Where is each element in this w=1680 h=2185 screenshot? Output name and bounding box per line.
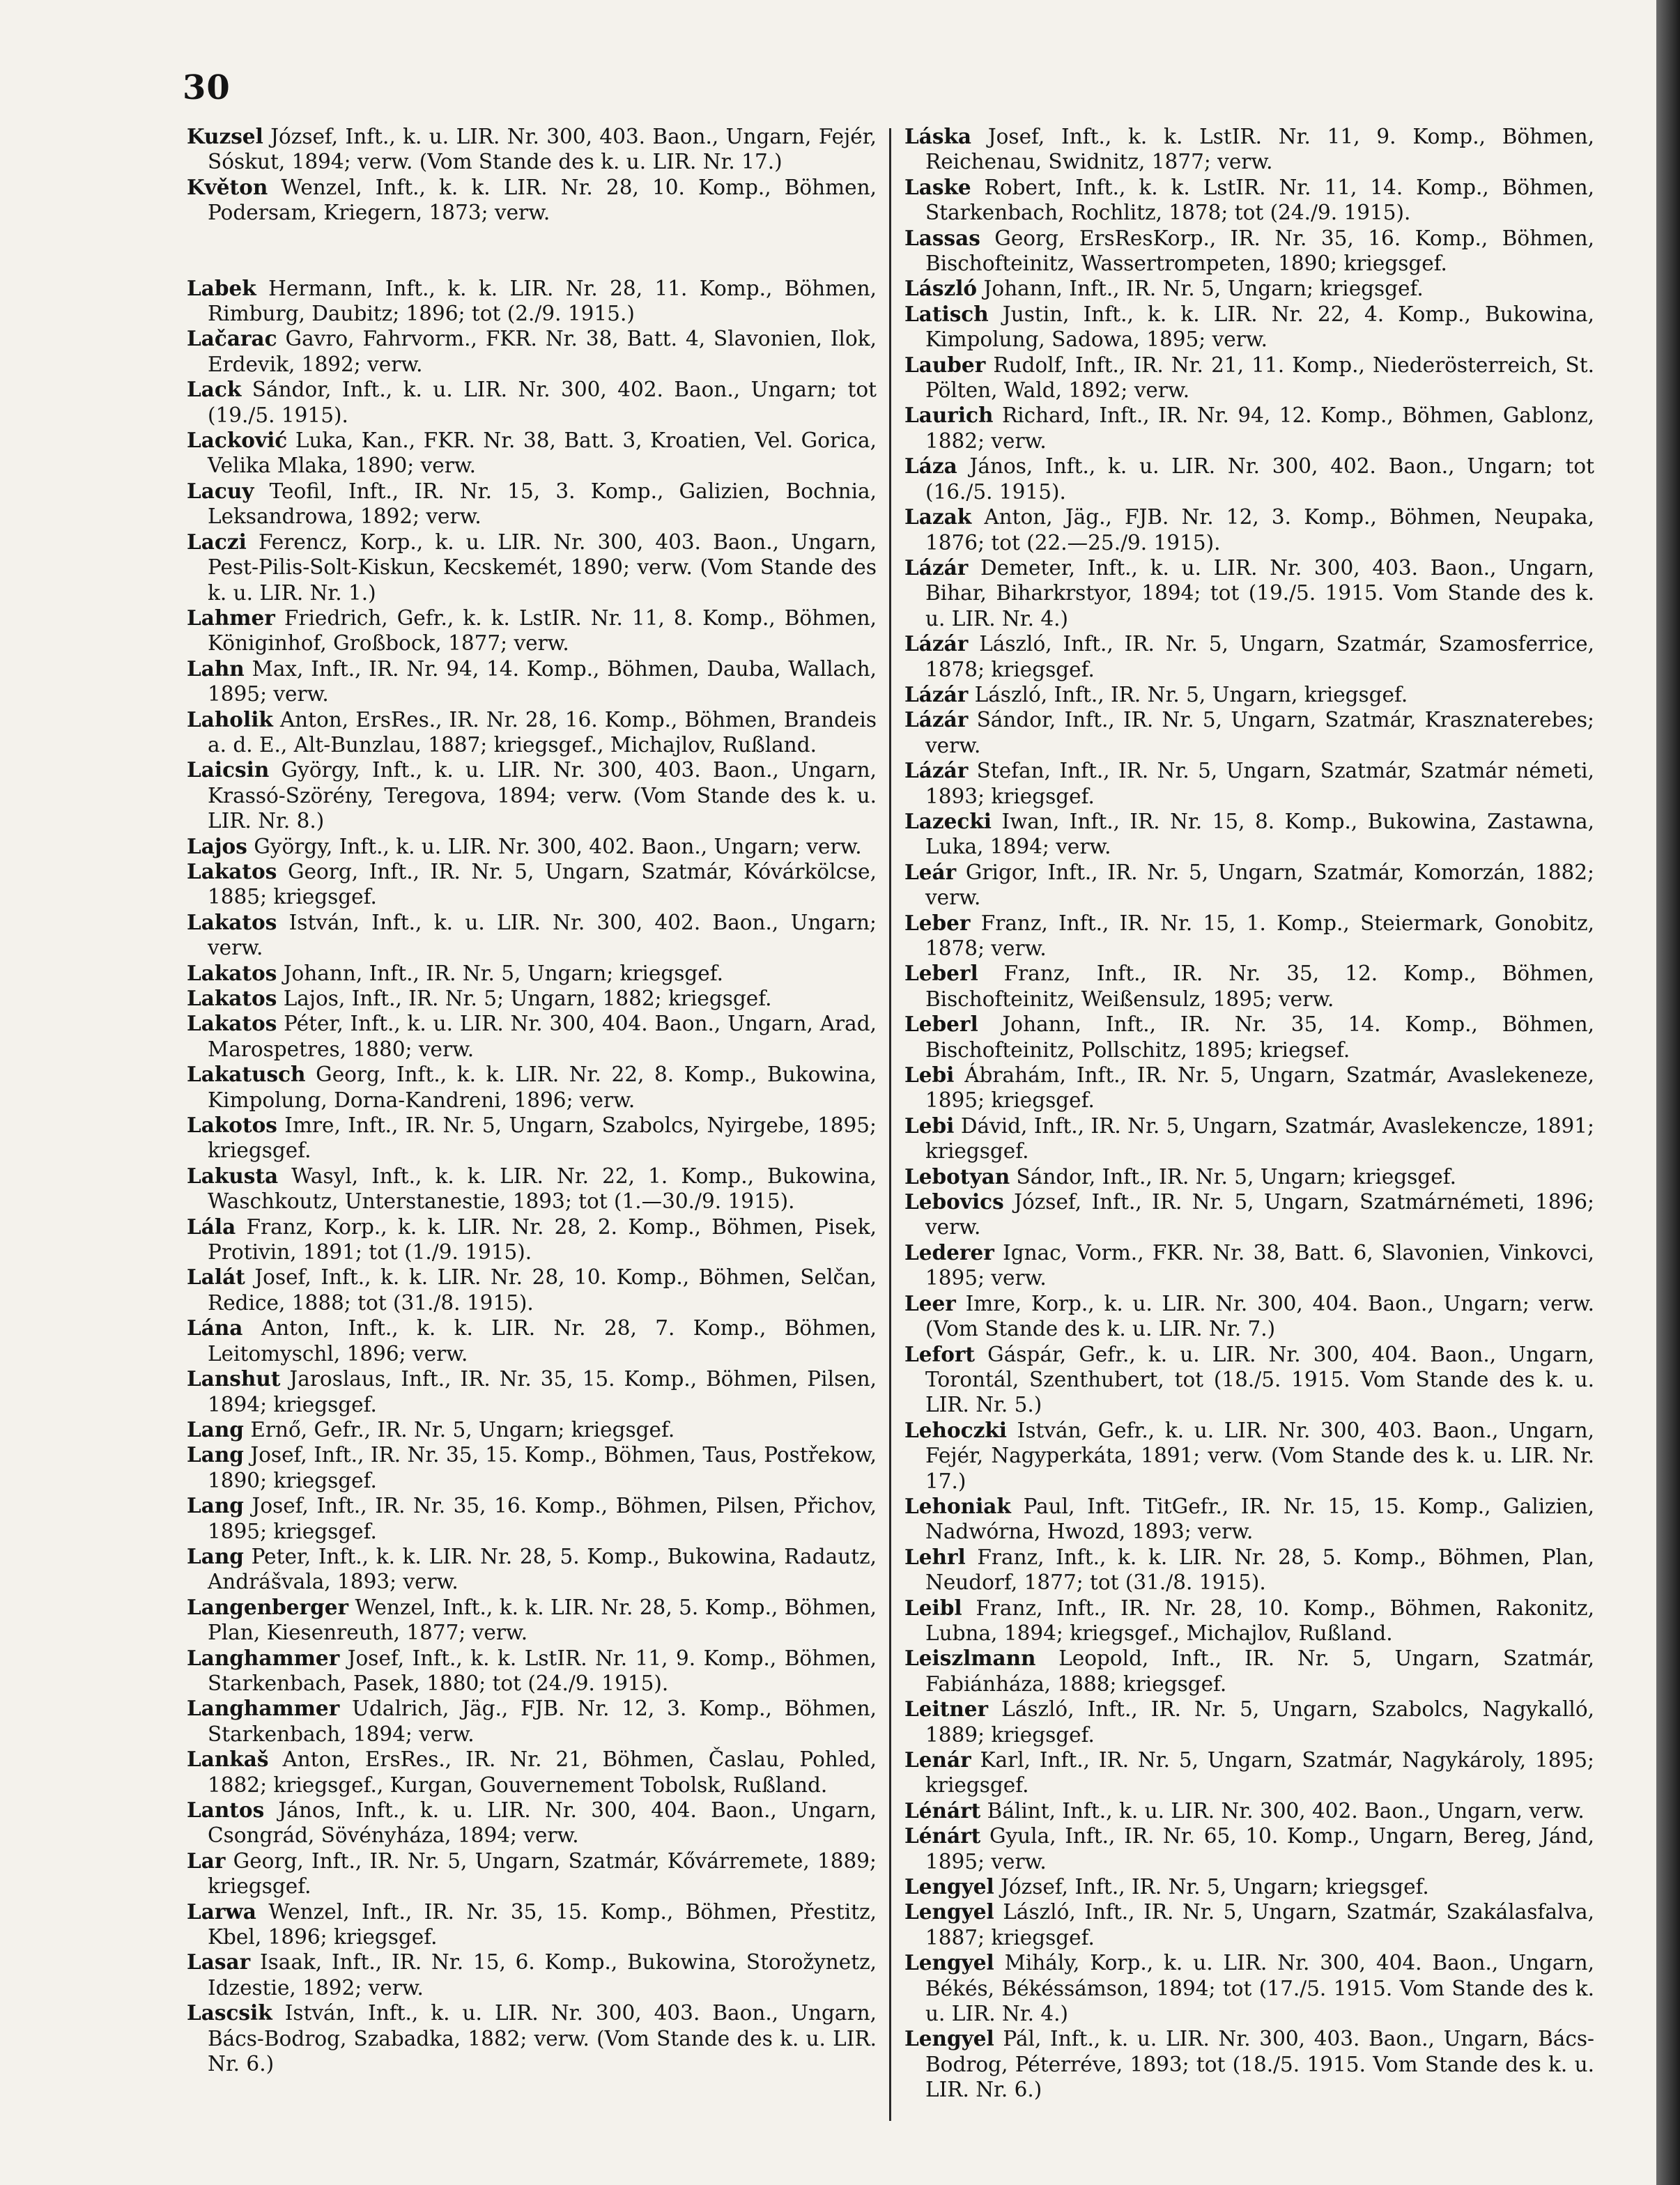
entry-details: György, Inft., k. u. LIR. Nr. 300, 403. Baon., Ungarn, Krassó-Szörény, Teregova, 1894; verw. (Vom Stande des k. u. LIR. Nr. 8.) [208, 758, 877, 833]
entry-surname: Leer [904, 1290, 956, 1315]
register-entry [904, 1874, 1594, 1899]
entry-surname: Lebovics [904, 1189, 1004, 1214]
entry-surname: Lassas [904, 225, 980, 250]
entry-surname: Lengyel [904, 1874, 994, 1899]
entry-details: István, Inft., k. u. LIR. Nr. 300, 403. Baon., Ungarn, Bács-Bodrog, Szabadka, 1882; verw. (Vom Stande des k. u. LIR. Nr. 6.) [208, 2001, 877, 2076]
register-entry [187, 910, 877, 961]
register-entry [904, 353, 1594, 403]
register-entry [904, 860, 1594, 911]
entry-surname: Lankaš [187, 1747, 269, 1772]
register-entry [187, 1265, 877, 1315]
entry-surname: Lázár [904, 681, 969, 707]
register-entry [187, 1164, 877, 1214]
register-entry [187, 1949, 877, 2000]
register-entry [904, 758, 1594, 809]
entry-surname: Lebi [904, 1113, 955, 1138]
register-entry [904, 276, 1594, 301]
entry-details: Isaak, Inft., IR. Nr. 15, 6. Komp., Bukowina, Storožynetz, Idzestie, 1892; verw. [208, 1950, 877, 2000]
entry-details: Franz, Inft., IR. Nr. 28, 10. Komp., Böhmen, Rakonitz, Lubna, 1894; kriegsgef., Michajlov, Rußland. [925, 1596, 1594, 1645]
section-gap [187, 226, 877, 276]
register-entry [187, 1315, 877, 1366]
entry-surname: Laicsin [187, 757, 270, 782]
register-entry [187, 1544, 877, 1595]
entry-details: Gáspár, Gefr., k. u. LIR. Nr. 300, 404. Baon., Ungarn, Torontál, Szenthubert, tot (18./5. 1915. Vom Stande des k. u. LIR. Nr. 5.) [925, 1342, 1594, 1417]
register-entry [904, 809, 1594, 860]
entry-surname: Lefort [904, 1341, 976, 1366]
entry-surname: Lénárt [904, 1798, 981, 1823]
entry-surname: Laske [904, 174, 971, 199]
entry-surname: Lakotos [187, 1113, 277, 1138]
register-entry [187, 1442, 877, 1493]
entry-details: György, Inft., k. u. LIR. Nr. 300, 402. Baon., Ungarn; verw. [254, 834, 862, 858]
entry-details: Justin, Inft., k. k. LIR. Nr. 22, 4. Komp., Bukowina, Kimpolung, Sadowa, 1895; verw. [925, 302, 1594, 352]
register-entry [904, 1189, 1594, 1240]
entry-surname: Lang [187, 1543, 244, 1568]
entry-details: László, Inft., IR. Nr. 5, Ungarn, Szatmár, Szakálasfalva, 1887; kriegsgef. [925, 1900, 1594, 1949]
register-entry [187, 1848, 877, 1899]
register-entry [904, 1240, 1594, 1291]
entry-surname: Lalát [187, 1265, 245, 1290]
entry-surname: Lázár [904, 758, 969, 783]
entry-surname: Lehoniak [904, 1493, 1011, 1518]
register-entry [187, 175, 877, 226]
register-entry [187, 326, 877, 377]
entry-surname: Leitner [904, 1697, 989, 1722]
register-entry [187, 1899, 877, 1950]
entry-details: József, Inft., IR. Nr. 5, Ungarn; kriegsgef. [1001, 1875, 1429, 1899]
register-entry [187, 428, 877, 479]
register-entry [904, 1545, 1594, 1596]
entry-details: Ferencz, Korp., k. u. LIR. Nr. 300, 403. Baon., Ungarn, Pest-Pilis-Solt-Kiskun, Kecskemét, 1890; verw. (Vom Stande des k. u. LIR. Nr. 1.) [208, 530, 877, 605]
entry-surname: Lázár [904, 707, 969, 732]
entry-details: Josef, Inft., IR. Nr. 35, 15. Komp., Böhmen, Taus, Postřekow, 1890; kriegsgef. [208, 1443, 877, 1492]
entry-surname: Lenár [904, 1747, 971, 1772]
register-entry [904, 454, 1594, 504]
entry-surname: Lar [187, 1848, 226, 1873]
entry-surname: Lakatos [187, 1011, 277, 1036]
register-entry [904, 1494, 1594, 1545]
entry-surname: Lacuy [187, 478, 254, 503]
entry-surname: Langhammer [187, 1645, 340, 1670]
entry-surname: Latisch [904, 301, 989, 326]
register-entry [904, 1697, 1594, 1747]
entry-surname: Leibl [904, 1595, 962, 1620]
entry-details: Johann, Inft., IR. Nr. 5, Ungarn; kriegsgef. [283, 961, 724, 985]
entry-surname: Lengyel [904, 1950, 994, 1975]
register-entry [187, 1798, 877, 1848]
entry-details: Friedrich, Gefr., k. k. LstIR. Nr. 11, 8. Komp., Böhmen, Königinhof, Großbock, 1877; verw. [208, 605, 877, 656]
entry-details: Stefan, Inft., IR. Nr. 5, Ungarn, Szatmár, Szatmár németi, 1893; kriegsgef. [925, 759, 1594, 808]
entry-surname: Labek [187, 275, 256, 300]
entry-details: Georg, Inft., IR. Nr. 5, Ungarn, Szatmár, Kóvárkölcse, 1885; kriegsgef. [208, 859, 877, 909]
register-entry [904, 226, 1594, 277]
entry-details: Johann, Inft., IR. Nr. 35, 14. Komp., Böhmen, Bischofteinitz, Pollschitz, 1895; kriegsef. [925, 1012, 1594, 1062]
entry-surname: Lehrl [904, 1544, 966, 1569]
entry-details: Demeter, Inft., k. u. LIR. Nr. 300, 403. Baon., Ungarn, Bihar, Biharkrstyor, 1894; tot (19./5. 1915. Vom Stande des k. u. LIR. Nr. 4.) [925, 555, 1594, 631]
register-entry [904, 1291, 1594, 1342]
register-entry [904, 1747, 1594, 1798]
entry-surname: Lakatos [187, 986, 277, 1010]
register-entry [904, 682, 1594, 707]
entry-surname: Lengyel [904, 1899, 994, 1924]
entry-details: Josef, Inft., k. k. LstIR. Nr. 11, 9. Komp., Böhmen, Reichenau, Swidnitz, 1877; verw. [925, 125, 1594, 174]
entry-details: Max, Inft., IR. Nr. 94, 14. Komp., Böhmen, Dauba, Wallach, 1895; verw. [208, 656, 877, 707]
register-entry [904, 302, 1594, 353]
entry-surname: Lazak [904, 504, 972, 530]
register-entry [904, 631, 1594, 682]
entry-details: László, Inft., IR. Nr. 5, Ungarn, kriegsgef. [974, 682, 1408, 707]
entry-details: Teofil, Inft., IR. Nr. 15, 3. Komp., Galizien, Bochnia, Leksandrowa, 1892; verw. [208, 479, 877, 529]
register-entry [904, 403, 1594, 454]
entry-surname: Lantos [187, 1798, 265, 1822]
register-entry [904, 124, 1594, 175]
entry-details: Anton, ErsRes., IR. Nr. 28, 16. Komp., Böhmen, Brandeis a. d. E., Alt-Bunzlau, 1887; kriegsgef., Michajlov, Rußland. [208, 707, 877, 757]
entry-surname: Lang [187, 1442, 244, 1467]
entry-details: Paul, Inft. TitGefr., IR. Nr. 15, 15. Komp., Galizien, Nadwórna, Hwozd, 1893; verw. [925, 1494, 1594, 1544]
entry-surname: Langenberger [187, 1594, 349, 1619]
entry-details: Ignac, Vorm., FKR. Nr. 38, Batt. 6, Slavonien, Vinkovci, 1895; verw. [925, 1240, 1594, 1290]
register-entry [187, 834, 877, 859]
entry-surname: Lála [187, 1214, 236, 1239]
entry-details: Ábrahám, Inft., IR. Nr. 5, Ungarn, Szatmár, Avaslekeneze, 1895; kriegsgef. [925, 1063, 1594, 1113]
entry-surname: Laczi [187, 529, 247, 554]
register-entry [187, 1493, 877, 1544]
entry-surname: Lauber [904, 352, 986, 377]
entry-details: Wenzel, Inft., k. k. LIR. Nr. 28, 5. Komp., Böhmen, Plan, Kiesenreuth, 1877; verw. [208, 1595, 877, 1645]
register-entry [187, 1696, 877, 1747]
entry-surname: Květon [187, 174, 268, 199]
register-entry [187, 1113, 877, 1164]
register-entry [904, 1342, 1594, 1418]
entry-details: Imre, Inft., IR. Nr. 5, Ungarn, Szabolcs, Nyirgebe, 1895; kriegsgef. [208, 1113, 877, 1163]
entry-details: Johann, Inft., IR. Nr. 5, Ungarn; kriegsgef. [983, 277, 1424, 301]
entry-surname: Leberl [904, 1012, 978, 1037]
entry-details: Luka, Kan., FKR. Nr. 38, Batt. 3, Kroatien, Vel. Gorica, Velika Mlaka, 1890; verw. [208, 428, 877, 478]
entry-details: Grigor, Inft., IR. Nr. 5, Ungarn, Szatmár, Komorzán, 1882; verw. [925, 860, 1594, 910]
entry-details: Georg, ErsResKorp., IR. Nr. 35, 16. Komp., Böhmen, Bischofteinitz, Wassertrompeten, 1890; kriegsgef. [925, 226, 1594, 276]
entry-surname: Lénárt [904, 1823, 981, 1848]
register-entry [187, 276, 877, 327]
entry-surname: Lázár [904, 555, 969, 580]
entry-details: Wenzel, Inft., k. k. LIR. Nr. 28, 10. Komp., Böhmen, Podersam, Kriegern, 1873; verw. [208, 175, 877, 225]
entry-surname: Lack [187, 377, 242, 402]
entry-details: Wasyl, Inft., k. k. LIR. Nr. 22, 1. Komp., Bukowina, Waschkoutz, Unterstanestie, 1893; tot (1.—30./9. 1915). [208, 1164, 877, 1214]
entry-surname: Lakatos [187, 960, 277, 985]
register-entry [904, 1798, 1594, 1823]
entry-details: Mihály, Korp., k. u. LIR. Nr. 300, 404. Baon., Ungarn, Békés, Békéssámson, 1894; tot (17./5. 1915. Vom Stande des k. u. LIR. Nr. 4.) [925, 1951, 1594, 2026]
entry-details: Josef, Inft., IR. Nr. 35, 16. Komp., Böhmen, Pilsen, Přichov, 1895; kriegsgef. [208, 1494, 877, 1543]
entry-details: Sándor, Inft., IR. Nr. 5, Ungarn, Szatmár, Krasznaterebes; verw. [925, 708, 1594, 757]
entry-surname: Lazecki [904, 808, 992, 833]
register-entry [904, 961, 1594, 1012]
entry-surname: Lang [187, 1416, 244, 1442]
entry-surname: Lahmer [187, 605, 275, 630]
entry-surname: Lebotyan [904, 1164, 1010, 1189]
entry-details: Hermann, Inft., k. k. LIR. Nr. 28, 11. Komp., Böhmen, Rimburg, Daubitz; 1896; tot (2./9. 1915.) [208, 276, 877, 326]
entry-details: Franz, Inft., k. k. LIR. Nr. 28, 5. Komp., Böhmen, Plan, Neudorf, 1877; tot (31./8. 1915). [925, 1545, 1594, 1595]
entry-surname: Lajos [187, 833, 247, 858]
register-entry [187, 707, 877, 758]
entry-details: Pál, Inft., k. u. LIR. Nr. 300, 403. Baon., Ungarn, Bács-Bodrog, Péterréve, 1893; tot (18./5. 1915. Vom Stande des k. u. LIR. Nr. 6.) [925, 2027, 1594, 2102]
entry-details: Udalrich, Jäg., FJB. Nr. 12, 3. Komp., Böhmen, Starkenbach, 1894; verw. [208, 1697, 877, 1746]
entry-surname: Lang [187, 1493, 244, 1518]
entry-surname: Leár [904, 859, 957, 884]
entry-details: Richard, Inft., IR. Nr. 94, 12. Komp., Böhmen, Gablonz, 1882; verw. [925, 403, 1595, 453]
register-entry [904, 1899, 1594, 1950]
register-entry [187, 859, 877, 910]
entry-details: László, Inft., IR. Nr. 5, Ungarn, Szatmár, Szamosferrice, 1878; kriegsgef. [925, 632, 1594, 681]
entry-surname: Laurich [904, 403, 994, 428]
entry-surname: Lázár [904, 631, 969, 656]
entry-details: Josef, Inft., k. k. LstIR. Nr. 11, 9. Komp., Böhmen, Starkenbach, Pasek, 1880; tot (24./9. 1915). [208, 1646, 877, 1695]
right-column [904, 124, 1594, 2103]
register-entry [187, 961, 877, 986]
entry-details: Franz, Inft., IR. Nr. 15, 1. Komp., Steiermark, Gonobitz, 1878; verw. [925, 911, 1594, 960]
register-entry [904, 1063, 1594, 1113]
entry-surname: Laholik [187, 707, 273, 732]
page-number: 30 [183, 68, 231, 107]
column-divider [889, 128, 891, 2121]
entry-surname: Leiszlmann [904, 1646, 1036, 1671]
entry-surname: Langhammer [187, 1696, 340, 1721]
register-entry [187, 986, 877, 1011]
register-entry [904, 1012, 1594, 1063]
register-entry [187, 479, 877, 530]
entry-surname: Lascsik [187, 2000, 272, 2025]
register-entry [904, 1164, 1594, 1189]
entry-details: Josef, Inft., k. k. LIR. Nr. 28, 10. Komp., Böhmen, Selčan, Redice, 1888; tot (31./8. 1915). [208, 1265, 877, 1315]
entry-details: Iwan, Inft., IR. Nr. 15, 8. Komp., Bukowina, Zastawna, Luka, 1894; verw. [925, 809, 1594, 859]
entry-surname: Lačarac [187, 326, 277, 351]
entry-surname: Lanshut [187, 1366, 281, 1391]
scan-edge [1656, 0, 1680, 2185]
entry-surname: Lakatusch [187, 1062, 306, 1087]
entry-details: Robert, Inft., k. k. LstIR. Nr. 11, 14. Komp., Böhmen, Starkenbach, Rochlitz, 1878; tot (24./9. 1915). [925, 175, 1594, 225]
register-entry [904, 175, 1594, 226]
entry-surname: Lahn [187, 656, 245, 681]
entry-details: Peter, Inft., k. k. LIR. Nr. 28, 5. Komp., Bukowina, Radautz, Andrášvala, 1893; verw. [208, 1544, 877, 1594]
entry-details: Imre, Korp., k. u. LIR. Nr. 300, 404. Baon., Ungarn; verw. (Vom Stande des k. u. LIR. Nr. 7.) [925, 1291, 1594, 1341]
entry-surname: Lakatos [187, 858, 277, 883]
register-entry [187, 1595, 877, 1646]
entry-details: Sándor, Inft., IR. Nr. 5, Ungarn; kriegsgef. [1016, 1164, 1456, 1189]
entry-surname: Lederer [904, 1240, 994, 1265]
register-entry [187, 1062, 877, 1113]
entry-surname: Láza [904, 454, 957, 479]
entry-surname: Lengyel [904, 2026, 994, 2051]
register-entry [187, 124, 877, 175]
register-entry [904, 2026, 1594, 2102]
entry-details: István, Gefr., k. u. LIR. Nr. 300, 403. Baon., Ungarn, Fejér, Nagyperkáta, 1891; verw. (Vom Stande des k. u. LIR. Nr. 17.) [925, 1418, 1594, 1493]
register-entry [904, 1823, 1594, 1874]
entry-details: Wenzel, Inft., IR. Nr. 35, 15. Komp., Böhmen, Přestitz, Kbel, 1896; kriegsgef. [208, 1899, 877, 1949]
entry-details: Franz, Inft., IR. Nr. 35, 12. Komp., Böhmen, Bischofteinitz, Weißensulz, 1895; verw. [925, 962, 1594, 1011]
entry-surname: Lakusta [187, 1163, 279, 1188]
entry-details: Rudolf, Inft., IR. Nr. 21, 11. Komp., Niederösterreich, St. Pölten, Wald, 1892; verw. [925, 353, 1594, 403]
entry-details: Karl, Inft., IR. Nr. 5, Ungarn, Szatmár, Nagykároly, 1895; kriegsgef. [925, 1748, 1594, 1798]
register-entry [187, 1417, 877, 1442]
register-entry [187, 377, 877, 428]
register-entry [904, 1113, 1594, 1164]
entry-details: János, Inft., k. u. LIR. Nr. 300, 402. Baon., Ungarn; tot (16./5. 1915). [925, 454, 1594, 504]
entry-surname: Láska [904, 124, 972, 148]
register-entry [187, 605, 877, 656]
entry-details: Franz, Korp., k. k. LIR. Nr. 28, 2. Komp., Böhmen, Pisek, Protivin, 1891; tot (1./9. 1915). [208, 1214, 877, 1265]
entry-surname: Lehoczki [904, 1417, 1007, 1442]
register-entry [904, 504, 1594, 555]
entry-surname: Lasar [187, 1949, 251, 1975]
entry-surname: László [904, 276, 978, 301]
register-entry [187, 656, 877, 707]
entry-details: Lajos, Inft., IR. Nr. 5; Ungarn, 1882; kriegsgef. [283, 987, 772, 1010]
register-entry [187, 1214, 877, 1265]
entry-details: József, Inft., k. u. LIR. Nr. 300, 403. Baon., Ungarn, Fejér, Sóskut, 1894; verw. (Vom Stande des k. u. LIR. Nr. 17.) [208, 125, 877, 174]
register-entry [904, 1418, 1594, 1494]
register-entry [904, 1950, 1594, 2026]
entry-surname: Lána [187, 1315, 243, 1341]
entry-surname: Lebi [904, 1063, 955, 1088]
register-entry [187, 1747, 877, 1798]
register-entry [904, 1596, 1594, 1646]
register-entry [904, 707, 1594, 758]
entry-details: Péter, Inft., k. u. LIR. Nr. 300, 404. Baon., Ungarn, Arad, Marospetres, 1880; verw. [208, 1012, 877, 1061]
register-entry [187, 2000, 877, 2076]
entry-surname: Leber [904, 910, 971, 935]
register-entry [904, 1646, 1594, 1697]
entry-details: Georg, Inft., k. k. LIR. Nr. 22, 8. Komp., Bukowina, Kimpolung, Dorna-Kandreni, 1896; verw. [208, 1063, 877, 1112]
register-entry [904, 555, 1594, 631]
entry-details: István, Inft., k. u. LIR. Nr. 300, 402. Baon., Ungarn; verw. [208, 910, 877, 960]
register-entry [187, 530, 877, 605]
entry-details: János, Inft., k. u. LIR. Nr. 300, 404. Baon., Ungarn, Csongrád, Sövényháza, 1894; verw. [208, 1798, 877, 1848]
register-entry [187, 757, 877, 833]
entry-surname: Leberl [904, 961, 978, 986]
entry-details: Gavro, Fahrvorm., FKR. Nr. 38, Batt. 4, Slavonien, Ilok, Erdevik, 1892; verw. [208, 327, 877, 376]
register-entry [187, 1366, 877, 1417]
entry-details: László, Inft., IR. Nr. 5, Ungarn, Szabolcs, Nagykalló, 1889; kriegsgef. [925, 1697, 1594, 1747]
entry-details: Jaroslaus, Inft., IR. Nr. 35, 15. Komp., Böhmen, Pilsen, 1894; kriegsgef. [208, 1367, 877, 1416]
entry-details: Ernő, Gefr., IR. Nr. 5, Ungarn; kriegsgef. [250, 1417, 675, 1442]
entry-details: Leopold, Inft., IR. Nr. 5, Ungarn, Szatmár, Fabiánháza, 1888; kriegsgef. [925, 1646, 1594, 1696]
entry-details: Georg, Inft., IR. Nr. 5, Ungarn, Szatmár, Kővárremete, 1889; kriegsgef. [208, 1848, 877, 1899]
register-entry [187, 1646, 877, 1697]
entry-details: Sándor, Inft., k. u. LIR. Nr. 300, 402. Baon., Ungarn; tot (19./5. 1915). [208, 378, 877, 427]
left-column [187, 124, 877, 2076]
entry-surname: Lacković [187, 428, 288, 453]
entry-details: Anton, ErsRes., IR. Nr. 21, Böhmen, Časlau, Pohled, 1882; kriegsgef., Kurgan, Gouvernement Tobolsk, Rußland. [208, 1747, 877, 1797]
entry-details: Anton, Inft., k. k. LIR. Nr. 28, 7. Komp., Böhmen, Leitomyschl, 1896; verw. [208, 1316, 877, 1366]
entry-details: Bálint, Inft., k. u. LIR. Nr. 300, 402. Baon., Ungarn, verw. [987, 1798, 1585, 1823]
register-entry [904, 911, 1594, 962]
register-entry [187, 1011, 877, 1062]
entry-details: József, Inft., IR. Nr. 5, Ungarn, Szatmárnémeti, 1896; verw. [925, 1190, 1594, 1240]
entry-surname: Larwa [187, 1899, 256, 1924]
entry-details: Gyula, Inft., IR. Nr. 65, 10. Komp., Ungarn, Bereg, Jánd, 1895; verw. [925, 1824, 1594, 1874]
entry-surname: Kuzsel [187, 124, 263, 148]
entry-details: Dávid, Inft., IR. Nr. 5, Ungarn, Szatmár, Avaslekencze, 1891; kriegsgef. [925, 1113, 1594, 1164]
entry-details: Anton, Jäg., FJB. Nr. 12, 3. Komp., Böhmen, Neupaka, 1876; tot (22.—25./9. 1915). [925, 505, 1594, 555]
entry-surname: Lakatos [187, 909, 277, 934]
